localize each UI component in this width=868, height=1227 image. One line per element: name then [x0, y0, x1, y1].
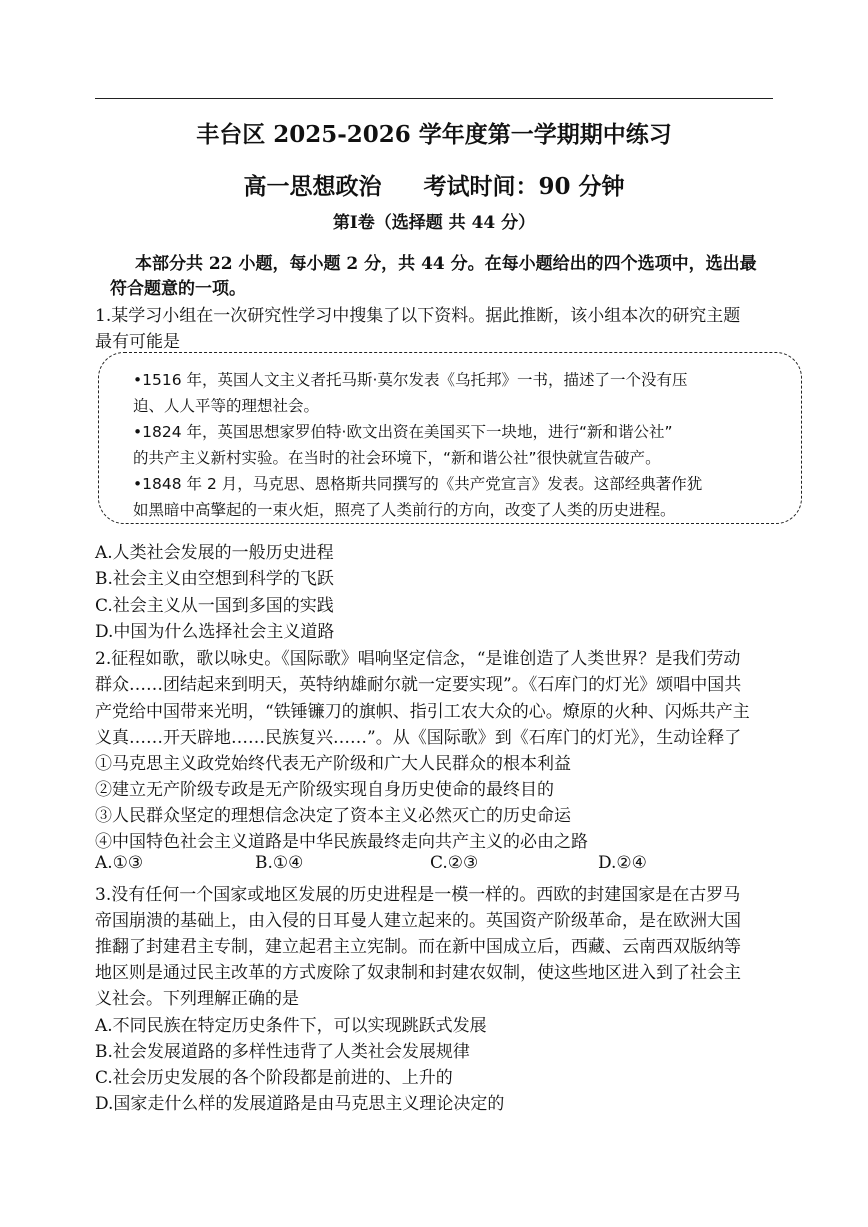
q1-material-line-1: •1516 年，英国人文主义者托马斯·莫尔发表《乌托邦》一书，描述了一个没有压 — [133, 371, 688, 389]
q1-stem-line-2: 最有可能是 — [95, 332, 180, 352]
subject-label: 高一思想政治 — [243, 173, 382, 200]
q1-material-line-3: •1824 年，英国思想家罗伯特·欧文出资在美国买下一块地，进行“新和谐公社” — [133, 423, 673, 441]
header-rule — [95, 98, 773, 99]
q1-material-line-2: 迫、人人平等的理想社会。 — [133, 397, 320, 415]
q3-option-d: D.国家走什么样的发展道路是由马克思主义理论决定的 — [95, 1094, 505, 1114]
q2-statement-1: ①马克思主义政党始终代表无产阶级和广大人民群众的根本利益 — [95, 754, 571, 774]
q3-option-a: A.不同民族在特定历史条件下，可以实现跳跃式发展 — [95, 1016, 487, 1036]
q1-material-line-4: 的共产主义新村实验。在当时的社会环境下，“新和谐公社”很快就宣告破产。 — [133, 449, 661, 467]
q3-stem-line-1: 3.没有任何一个国家或地区发展的历史进程是一模一样的。西欧的封建国家是在古罗马 — [95, 885, 741, 905]
q3-stem-line-5: 义社会。下列理解正确的是 — [95, 989, 299, 1009]
exam-time: 考试时间：90 分钟 — [423, 173, 625, 200]
q3-stem-line-3: 推翻了封建君主专制，建立起君主立宪制。而在新中国成立后，西藏、云南西双版纳等 — [95, 937, 741, 957]
q1-material-line-6: 如黑暗中高擎起的一束火炬，照亮了人类前行的方向，改变了人类的历史进程。 — [133, 501, 676, 519]
q2-stem-line-3: 产党给中国带来光明，“铁锤镰刀的旗帜、指引工农大众的心。燎原的火种、闪烁共产主 — [95, 702, 750, 722]
q1-option-c: C.社会主义从一国到多国的实践 — [95, 596, 334, 616]
section-heading: 第Ⅰ卷（选择题 共 44 分） — [332, 213, 536, 233]
q3-stem-line-2: 帝国崩溃的基础上，由入侵的日耳曼人建立起来的。英国资产阶级革命，是在欧洲大国 — [95, 911, 741, 931]
instruction-line-2: 符合题意的一项。 — [110, 279, 246, 299]
q2-statement-2: ②建立无产阶级专政是无产阶级实现自身历史使命的最终目的 — [95, 780, 554, 800]
exam-title: 丰台区 2025-2026 学年度第一学期期中练习 — [196, 121, 672, 148]
q2-option-d: D.②④ — [598, 853, 647, 873]
q1-option-a: A.人类社会发展的一般历史进程 — [95, 543, 334, 563]
q2-stem-line-1: 2.征程如歌，歌以咏史。《国际歌》唱响坚定信念，“是谁创造了人类世界？是我们劳动 — [95, 649, 741, 669]
q1-stem-line-1: 1.某学习小组在一次研究性学习中搜集了以下资料。据此推断，该小组本次的研究主题 — [95, 306, 741, 326]
q1-option-b: B.社会主义由空想到科学的飞跃 — [95, 569, 334, 589]
q1-option-d: D.中国为什么选择社会主义道路 — [95, 622, 335, 642]
exam-subtitle — [0, 168, 868, 201]
q2-statement-4: ④中国特色社会主义道路是中华民族最终走向共产主义的必由之路 — [95, 832, 588, 852]
q2-stem-line-2: 群众……团结起来到明天，英特纳雄耐尔就一定要实现”。《石库门的灯光》颂唱中国共 — [95, 675, 742, 695]
q1-material-line-5: •1848 年 2 月，马克思、恩格斯共同撰写的《共产党宣言》发表。这部经典著作犹 — [133, 475, 703, 493]
q2-option-a: A.①③ — [95, 853, 144, 873]
q3-option-b: B.社会发展道路的多样性违背了人类社会发展规律 — [95, 1042, 470, 1062]
q2-statement-3: ③人民群众坚定的理想信念决定了资本主义必然灭亡的历史命运 — [95, 806, 571, 826]
q2-stem-line-4: 义真……开天辟地……民族复兴……”。从《国际歌》到《石库门的灯光》，生动诠释了 — [95, 728, 742, 748]
q2-option-b: B.①④ — [255, 853, 304, 873]
instruction-line-1: 本部分共 22 小题，每小题 2 分，共 44 分。在每小题给出的四个选项中，选出最 — [135, 254, 757, 274]
q2-option-c: C.②③ — [430, 853, 479, 873]
q3-stem-line-4: 地区则是通过民主改革的方式废除了奴隶制和封建农奴制，使这些地区进入到了社会主 — [95, 963, 741, 983]
q3-option-c: C.社会历史发展的各个阶段都是前进的、上升的 — [95, 1068, 453, 1088]
